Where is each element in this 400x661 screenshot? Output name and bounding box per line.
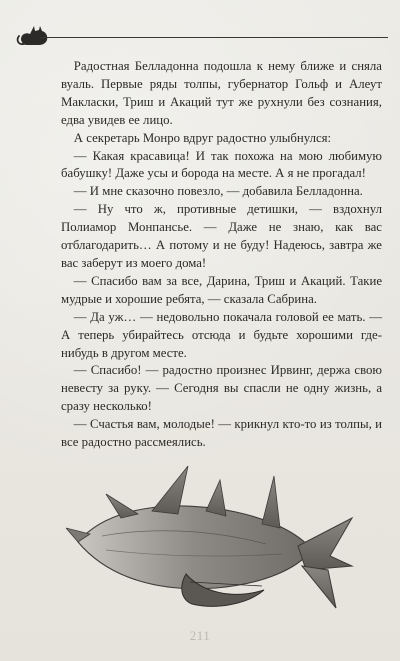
- paragraph: — Счастья вам, молодые! — крикнул кто-то из толпы, и все радостно рассмеялись.: [61, 417, 382, 450]
- paragraph: Радостная Белладонна подошла к нему ближе и сняла вуаль. Первые ряды толпы, губернатор Гольф и Алеут Макласки, Триш и Акаций тут же рухнули без сознания, едва увидев ее лицо.: [61, 59, 382, 127]
- airship-illustration: [66, 458, 358, 623]
- paragraph: — Какая красавица! И так похожа на мою любимую бабушку! Даже усы и борода на месте. А я не прогадал!: [61, 148, 382, 181]
- cat-icon: [14, 14, 56, 48]
- paragraph: — Спасибо вам за все, Дарина, Триш и Акаций. Такие мудрые и хорошие ребята, — сказала Сабрина.: [61, 273, 382, 306]
- body-text: [61, 58, 382, 452]
- paragraph: — И мне сказочно повезло, — добавила Белладонна.: [73, 184, 363, 199]
- paragraph: — Ну что ж, противные детишки, — вздохнул Полиамор Монпансье. — Даже не знаю, как вас отблагодарить… А потому и не буду! Надеюсь, завтра же вас заберут из моего дома!: [61, 202, 382, 270]
- paragraph: — Да уж… — недовольно покачала головой ее мать. — А теперь убирайтесь отсюда и будьте хорошими где-нибудь в другом месте.: [61, 309, 382, 360]
- header-rule: [40, 37, 388, 38]
- paragraph: — Спасибо! — радостно произнес Ирвинг, держа свою невесту за руку. — Сегодня вы спасли не одну жизнь, а сразу несколько!: [61, 363, 382, 414]
- paragraph: А секретарь Монро вдруг радостно улыбнулся:: [73, 130, 332, 145]
- page-number: 211: [189, 628, 211, 643]
